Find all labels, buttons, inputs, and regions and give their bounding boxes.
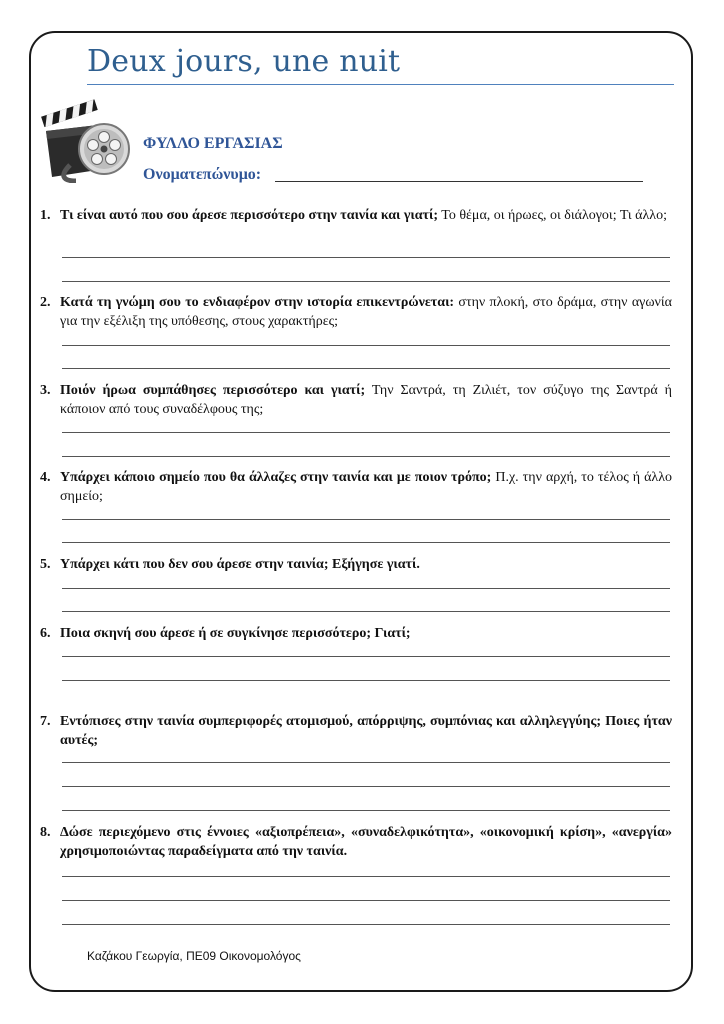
page-title: Deux jours, une nuit	[87, 44, 401, 79]
question-number: 3.	[40, 383, 51, 398]
question-text: Κατά τη γνώμη σου το ενδιαφέρον στην ιστορία επικεντρώνεται:	[60, 295, 455, 310]
answer-line[interactable]	[62, 456, 670, 457]
question-number: 2.	[40, 295, 51, 310]
question-text: Υπάρχει κάτι που δεν σου άρεσε στην ταινία; Εξήγησε γιατί.	[60, 557, 420, 572]
footer-author: Καζάκου Γεωργία, ΠΕ09 Οικονομολόγος	[87, 949, 301, 963]
question-text: Ποια σκηνή σου άρεσε ή σε συγκίνησε περισσότερο; Γιατί;	[60, 626, 411, 641]
question-7	[40, 712, 672, 750]
answer-line[interactable]	[62, 786, 670, 787]
question-number: 1.	[40, 208, 51, 223]
question-number: 7.	[40, 714, 51, 729]
answer-line[interactable]	[62, 900, 670, 901]
answer-line[interactable]	[62, 924, 670, 925]
answer-line[interactable]	[62, 762, 670, 763]
question-4	[40, 468, 672, 506]
question-hint: Π.χ. την αρχή, το τέλος ή άλλο σημείο;	[60, 470, 673, 504]
question-3	[40, 381, 672, 419]
question-text: Δώσε περιεχόμενο στις έννοιες «αξιοπρέπεια», «συναδελφικότητα», «οικονομική κρίση», «ανεργία» χρησιμοποιώντας παραδείγματα από την ταινία.	[60, 825, 672, 859]
name-field[interactable]	[275, 181, 643, 182]
question-6	[40, 624, 672, 643]
answer-line[interactable]	[62, 810, 670, 811]
question-text: Ποιόν ήρωα συμπάθησες περισσότερο και γιατί;	[60, 383, 366, 398]
answer-line[interactable]	[62, 432, 670, 433]
answer-line[interactable]	[62, 345, 670, 346]
question-number: 6.	[40, 626, 51, 641]
answer-line[interactable]	[62, 281, 670, 282]
worksheet-title: ΦΥΛΛΟ ΕΡΓΑΣΙΑΣ	[143, 135, 283, 152]
title-underline	[87, 84, 674, 85]
answer-line[interactable]	[62, 257, 670, 258]
answer-line[interactable]	[62, 656, 670, 657]
question-hint: στην πλοκή, στο δράμα, στην αγωνία για την εξέλιξη της υπόθεσης, στους χαρακτήρες;	[60, 295, 672, 329]
question-hint: Την Σαντρά, τη Ζιλιέτ, τον σύζυγο της Σαντρά ή κάποιον από τους συναδέλφους της;	[60, 383, 672, 417]
answer-line[interactable]	[62, 542, 670, 543]
answer-line[interactable]	[62, 876, 670, 877]
question-text: Τι είναι αυτό που σου άρεσε περισσότερο στην ταινία και γιατί;	[60, 208, 439, 223]
question-text: Υπάρχει κάποιο σημείο που θα άλλαζες στην ταινία και με ποιον τρόπο;	[60, 470, 492, 485]
answer-line[interactable]	[62, 588, 670, 589]
question-2	[40, 293, 672, 331]
answer-line[interactable]	[62, 680, 670, 681]
question-text: Εντόπισες στην ταινία συμπεριφορές ατομισμού, απόρριψης, συμπόνιας και αλληλεγγύης; Ποιες ήταν αυτές;	[60, 714, 672, 748]
name-label: Ονοματεπώνυμο:	[143, 166, 262, 183]
film-clapperboard-reel-icon	[40, 95, 132, 183]
answer-line[interactable]	[62, 519, 670, 520]
answer-line[interactable]	[62, 368, 670, 369]
answer-line[interactable]	[62, 611, 670, 612]
question-hint: Το θέμα, οι ήρωες, οι διάλογοι; Τι άλλο;	[438, 208, 667, 223]
question-number: 4.	[40, 470, 51, 485]
question-1	[40, 206, 672, 225]
question-5	[40, 555, 672, 574]
question-number: 5.	[40, 557, 51, 572]
question-8	[40, 823, 672, 861]
question-number: 8.	[40, 825, 51, 840]
